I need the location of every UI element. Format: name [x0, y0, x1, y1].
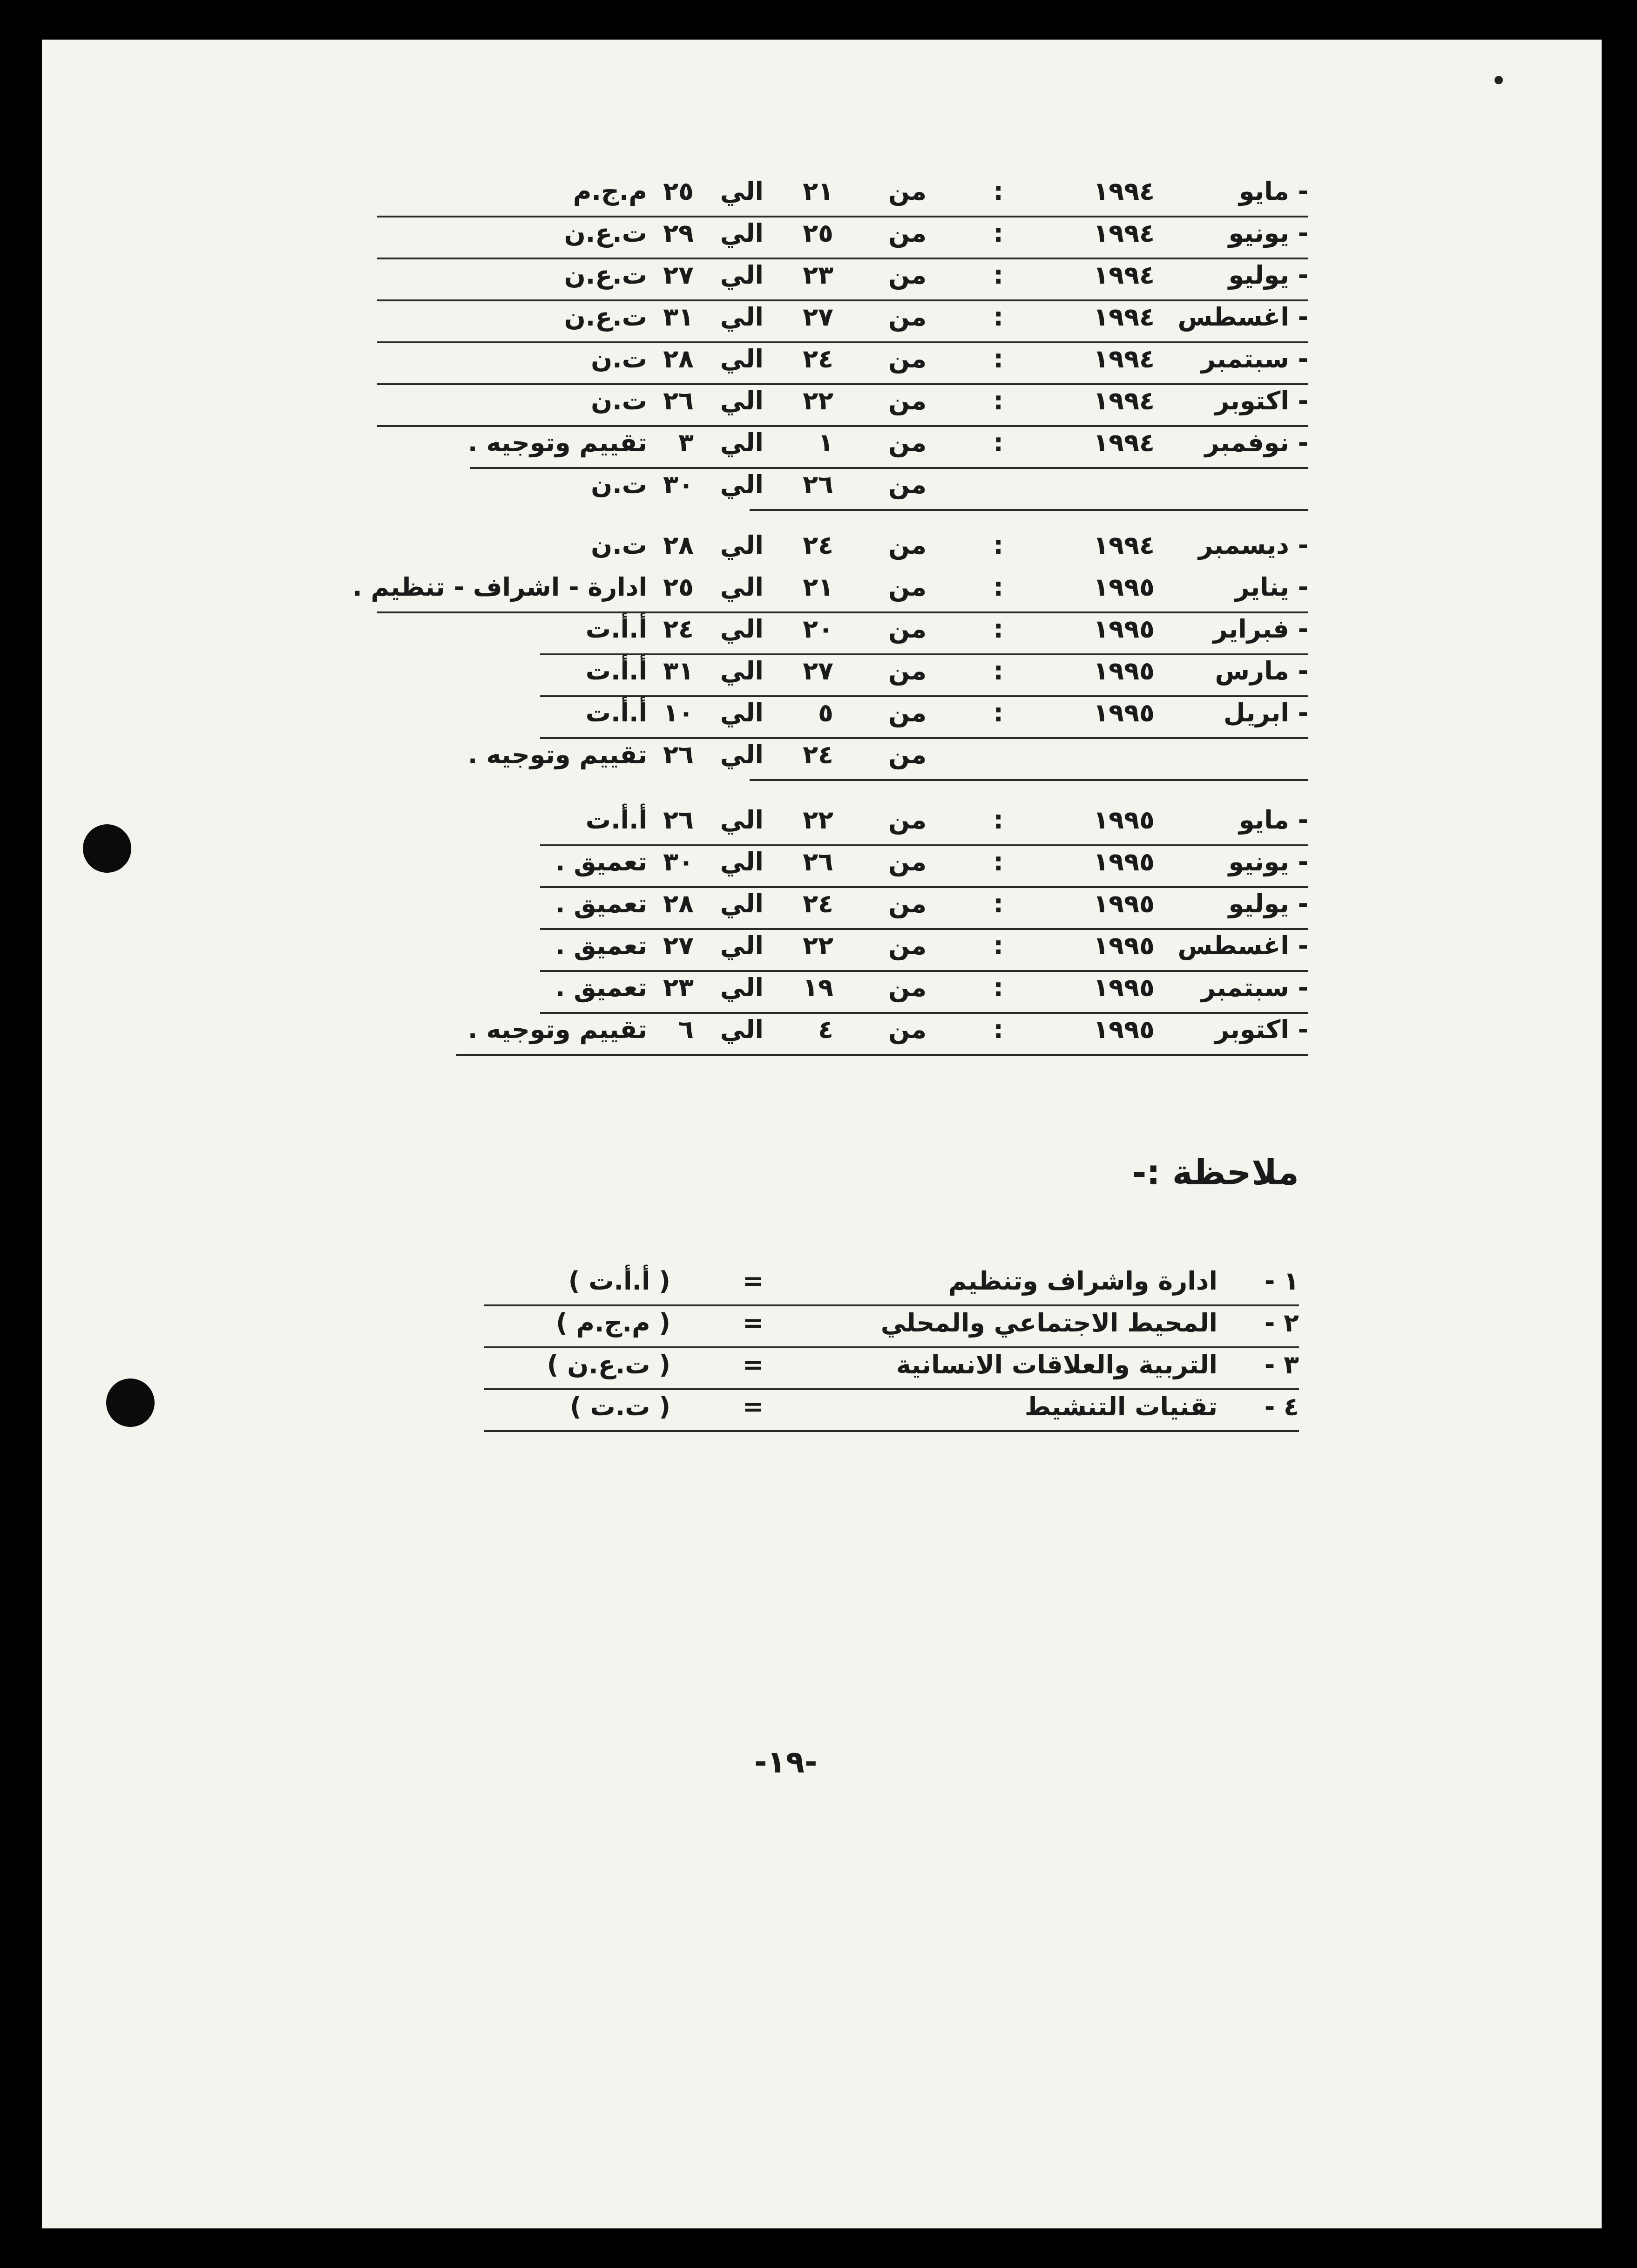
end-day-cell: ٢٧	[663, 260, 694, 290]
legend-text: المحيط الاجتماعي والمحلي	[880, 1308, 1218, 1338]
to-cell: الي	[720, 428, 764, 457]
legend-number: ١ -	[1264, 1266, 1299, 1296]
schedule-row	[540, 887, 1308, 930]
ink-dot	[1495, 76, 1503, 84]
schedule-row	[540, 654, 1308, 697]
punch-hole-bottom	[106, 1378, 155, 1427]
year-cell: ١٩٩٥	[1093, 698, 1155, 727]
schedule-row	[540, 696, 1308, 739]
to-cell: الي	[720, 931, 764, 960]
schedule-row	[456, 1013, 1308, 1056]
from-cell: من	[888, 572, 927, 602]
to-cell: الي	[720, 889, 764, 918]
from-cell: من	[888, 344, 927, 373]
start-day-cell: ٢٣	[803, 260, 833, 290]
to-cell: الي	[720, 805, 764, 835]
year-cell: ١٩٩٤	[1093, 530, 1155, 560]
to-cell: الي	[720, 177, 764, 206]
note-cell: أ.أ.ت	[585, 698, 647, 727]
month-cell: - مايو	[1238, 177, 1308, 206]
start-day-cell: ٢٠	[803, 614, 833, 644]
to-cell: الي	[720, 386, 764, 415]
colon-cell: :	[993, 656, 1003, 686]
end-day-cell: ٢٣	[663, 973, 694, 1002]
from-cell: من	[888, 740, 927, 769]
colon-cell: :	[993, 530, 1003, 560]
legend-equals: =	[742, 1266, 764, 1296]
from-cell: من	[888, 470, 927, 499]
schedule-row	[540, 845, 1308, 888]
month-cell: - يناير	[1235, 572, 1308, 602]
colon-cell: :	[993, 698, 1003, 727]
note-cell: أ.أ.ت	[585, 656, 647, 686]
legend-text: ادارة واشراف وتنظيم	[948, 1266, 1218, 1296]
note-cell: تعميق .	[555, 931, 647, 960]
start-day-cell: ٢٢	[803, 805, 833, 835]
end-day-cell: ٣٠	[663, 847, 694, 876]
schedule-row	[591, 468, 1308, 511]
month-cell: - نوفمبر	[1204, 428, 1308, 457]
schedule-row	[377, 529, 1308, 570]
legend-text: تقنيات التنشيط	[1024, 1392, 1218, 1421]
legend-text: التربية والعلاقات الانسانية	[896, 1350, 1218, 1379]
note-cell: تعميق .	[555, 847, 647, 876]
start-day-cell: ٥	[818, 698, 833, 727]
year-cell: ١٩٩٥	[1093, 1015, 1155, 1044]
to-cell: الي	[720, 470, 764, 499]
note-cell: تقييم وتوجيه .	[467, 740, 647, 769]
from-cell: من	[888, 302, 927, 332]
colon-cell: :	[993, 302, 1003, 332]
document-page	[42, 40, 1602, 2228]
start-day-cell: ٢٦	[803, 847, 833, 876]
end-day-cell: ٢٨	[663, 344, 694, 373]
schedule-row	[467, 426, 1308, 469]
start-day-cell: ٢١	[803, 177, 833, 206]
from-cell: من	[888, 1015, 927, 1044]
year-cell: ١٩٩٤	[1093, 260, 1155, 290]
to-cell: الي	[720, 1015, 764, 1044]
schedule-row	[377, 300, 1308, 343]
note-cell: تقييم وتوجيه .	[467, 428, 647, 457]
from-cell: من	[888, 260, 927, 290]
year-cell: ١٩٩٥	[1093, 572, 1155, 602]
colon-cell: :	[993, 973, 1003, 1002]
month-cell: - ديسمبر	[1198, 530, 1308, 560]
start-day-cell: ٢٥	[803, 218, 833, 248]
start-day-cell: ٢٢	[803, 931, 833, 960]
legend-equals: =	[742, 1392, 764, 1421]
year-cell: ١٩٩٥	[1093, 973, 1155, 1002]
legend-item	[484, 1390, 1299, 1432]
start-day-cell: ٢١	[803, 572, 833, 602]
end-day-cell: ٢٥	[663, 572, 694, 602]
colon-cell: :	[993, 572, 1003, 602]
month-cell: - سبتمبر	[1201, 973, 1308, 1002]
year-cell: ١٩٩٤	[1093, 218, 1155, 248]
note-cell: م.ج.م	[573, 177, 647, 206]
from-cell: من	[888, 614, 927, 644]
note-cell: ت.ن	[591, 530, 647, 560]
from-cell: من	[888, 889, 927, 918]
start-day-cell: ٢٤	[803, 889, 833, 918]
legend-number: ٤ -	[1264, 1392, 1299, 1421]
legend-number: ٣ -	[1264, 1350, 1299, 1379]
end-day-cell: ١٠	[663, 698, 694, 727]
start-day-cell: ٤	[818, 1015, 833, 1044]
schedule-row	[377, 258, 1308, 301]
end-day-cell: ٦	[678, 1015, 694, 1044]
schedule-row	[467, 738, 1308, 781]
from-cell: من	[888, 656, 927, 686]
legend-item	[484, 1264, 1299, 1306]
schedule-row	[540, 971, 1308, 1014]
legend-equals: =	[742, 1350, 764, 1379]
colon-cell: :	[993, 177, 1003, 206]
month-cell: - اكتوبر	[1215, 386, 1308, 415]
legend-abbreviation: ( أ.أ.ت )	[568, 1266, 670, 1296]
month-cell: - سبتمبر	[1201, 344, 1308, 373]
end-day-cell: ٢٦	[663, 740, 694, 769]
colon-cell: :	[993, 260, 1003, 290]
colon-cell: :	[993, 344, 1003, 373]
month-cell: - فبراير	[1213, 614, 1308, 644]
note-cell: أ.أ.ت	[585, 805, 647, 835]
legend-abbreviation: ( ت.ت )	[570, 1392, 670, 1421]
start-day-cell: ٢٤	[803, 344, 833, 373]
end-day-cell: ٢٥	[663, 177, 694, 206]
note-cell: تقييم وتوجيه .	[467, 1015, 647, 1044]
year-cell: ١٩٩٥	[1093, 847, 1155, 876]
from-cell: من	[888, 530, 927, 560]
colon-cell: :	[993, 889, 1003, 918]
start-day-cell: ٢٢	[803, 386, 833, 415]
note-cell: ت.ن	[591, 470, 647, 499]
end-day-cell: ٣	[678, 428, 694, 457]
month-cell: - ابريل	[1223, 698, 1308, 727]
end-day-cell: ٣٠	[663, 470, 694, 499]
to-cell: الي	[720, 698, 764, 727]
colon-cell: :	[993, 1015, 1003, 1044]
colon-cell: :	[993, 614, 1003, 644]
year-cell: ١٩٩٤	[1093, 302, 1155, 332]
page-number: -١٩-	[754, 1744, 818, 1780]
end-day-cell: ٢٨	[663, 889, 694, 918]
month-cell: - يونيو	[1228, 847, 1308, 876]
month-cell: - اكتوبر	[1215, 1015, 1308, 1044]
note-cell: تعميق .	[555, 889, 647, 918]
colon-cell: :	[993, 805, 1003, 835]
note-cell: ت.ع.ن	[564, 302, 647, 332]
from-cell: من	[888, 698, 927, 727]
year-cell: ١٩٩٥	[1093, 931, 1155, 960]
legend-item	[484, 1348, 1299, 1390]
note-cell: ت.ن	[591, 344, 647, 373]
end-day-cell: ٢٤	[663, 614, 694, 644]
colon-cell: :	[993, 428, 1003, 457]
to-cell: الي	[720, 530, 764, 560]
month-cell: - اغسطس	[1177, 302, 1308, 332]
end-day-cell: ٢٨	[663, 530, 694, 560]
colon-cell: :	[993, 931, 1003, 960]
from-cell: من	[888, 973, 927, 1002]
to-cell: الي	[720, 656, 764, 686]
from-cell: من	[888, 931, 927, 960]
to-cell: الي	[720, 973, 764, 1002]
from-cell: من	[888, 805, 927, 835]
note-cell: أ.أ.ت	[585, 614, 647, 644]
note-cell: ت.ع.ن	[564, 260, 647, 290]
end-day-cell: ٢٩	[663, 218, 694, 248]
to-cell: الي	[720, 302, 764, 332]
month-cell: - يوليو	[1228, 260, 1308, 290]
start-day-cell: ٢٧	[803, 302, 833, 332]
to-cell: الي	[720, 614, 764, 644]
schedule-row	[352, 570, 1308, 613]
schedule-row	[540, 612, 1308, 655]
legend-item	[484, 1306, 1299, 1348]
year-cell: ١٩٩٤	[1093, 428, 1155, 457]
to-cell: الي	[720, 218, 764, 248]
end-day-cell: ٣١	[663, 302, 694, 332]
colon-cell: :	[993, 218, 1003, 248]
schedule-row	[377, 217, 1308, 259]
legend-number: ٢ -	[1264, 1308, 1299, 1338]
end-day-cell: ٣١	[663, 656, 694, 686]
legend-abbreviation: ( م.ج.م )	[555, 1308, 670, 1338]
schedule-row	[540, 803, 1308, 846]
month-cell: - يونيو	[1228, 218, 1308, 248]
schedule-row	[377, 342, 1308, 385]
note-cell: ت.ن	[591, 386, 647, 415]
month-cell: - مايو	[1238, 805, 1308, 835]
end-day-cell: ٢٦	[663, 805, 694, 835]
colon-cell: :	[993, 847, 1003, 876]
start-day-cell: ١	[818, 428, 833, 457]
to-cell: الي	[720, 344, 764, 373]
to-cell: الي	[720, 740, 764, 769]
schedule-row	[377, 384, 1308, 427]
note-cell: ادارة - اشراف - تنظيم .	[352, 572, 647, 602]
year-cell: ١٩٩٤	[1093, 386, 1155, 415]
schedule-row	[540, 929, 1308, 972]
year-cell: ١٩٩٥	[1093, 656, 1155, 686]
from-cell: من	[888, 218, 927, 248]
from-cell: من	[888, 847, 927, 876]
schedule-row	[377, 175, 1308, 217]
from-cell: من	[888, 177, 927, 206]
start-day-cell: ٢٦	[803, 470, 833, 499]
punch-hole-top	[83, 824, 131, 873]
to-cell: الي	[720, 260, 764, 290]
note-cell: تعميق .	[555, 973, 647, 1002]
start-day-cell: ١٩	[803, 973, 833, 1002]
year-cell: ١٩٩٥	[1093, 805, 1155, 835]
end-day-cell: ٢٦	[663, 386, 694, 415]
year-cell: ١٩٩٤	[1093, 344, 1155, 373]
month-cell: - يوليو	[1228, 889, 1308, 918]
month-cell: - مارس	[1215, 656, 1308, 686]
to-cell: الي	[720, 847, 764, 876]
month-cell: - اغسطس	[1177, 931, 1308, 960]
legend-abbreviation: ( ت.ع.ن )	[547, 1350, 670, 1379]
note-cell: ت.ع.ن	[564, 218, 647, 248]
note-heading: ملاحظة :-	[1132, 1153, 1299, 1193]
year-cell: ١٩٩٥	[1093, 889, 1155, 918]
start-day-cell: ٢٧	[803, 656, 833, 686]
from-cell: من	[888, 428, 927, 457]
legend-equals: =	[742, 1308, 764, 1338]
end-day-cell: ٢٧	[663, 931, 694, 960]
to-cell: الي	[720, 572, 764, 602]
start-day-cell: ٢٤	[803, 530, 833, 560]
colon-cell: :	[993, 386, 1003, 415]
year-cell: ١٩٩٥	[1093, 614, 1155, 644]
from-cell: من	[888, 386, 927, 415]
year-cell: ١٩٩٤	[1093, 177, 1155, 206]
start-day-cell: ٢٤	[803, 740, 833, 769]
